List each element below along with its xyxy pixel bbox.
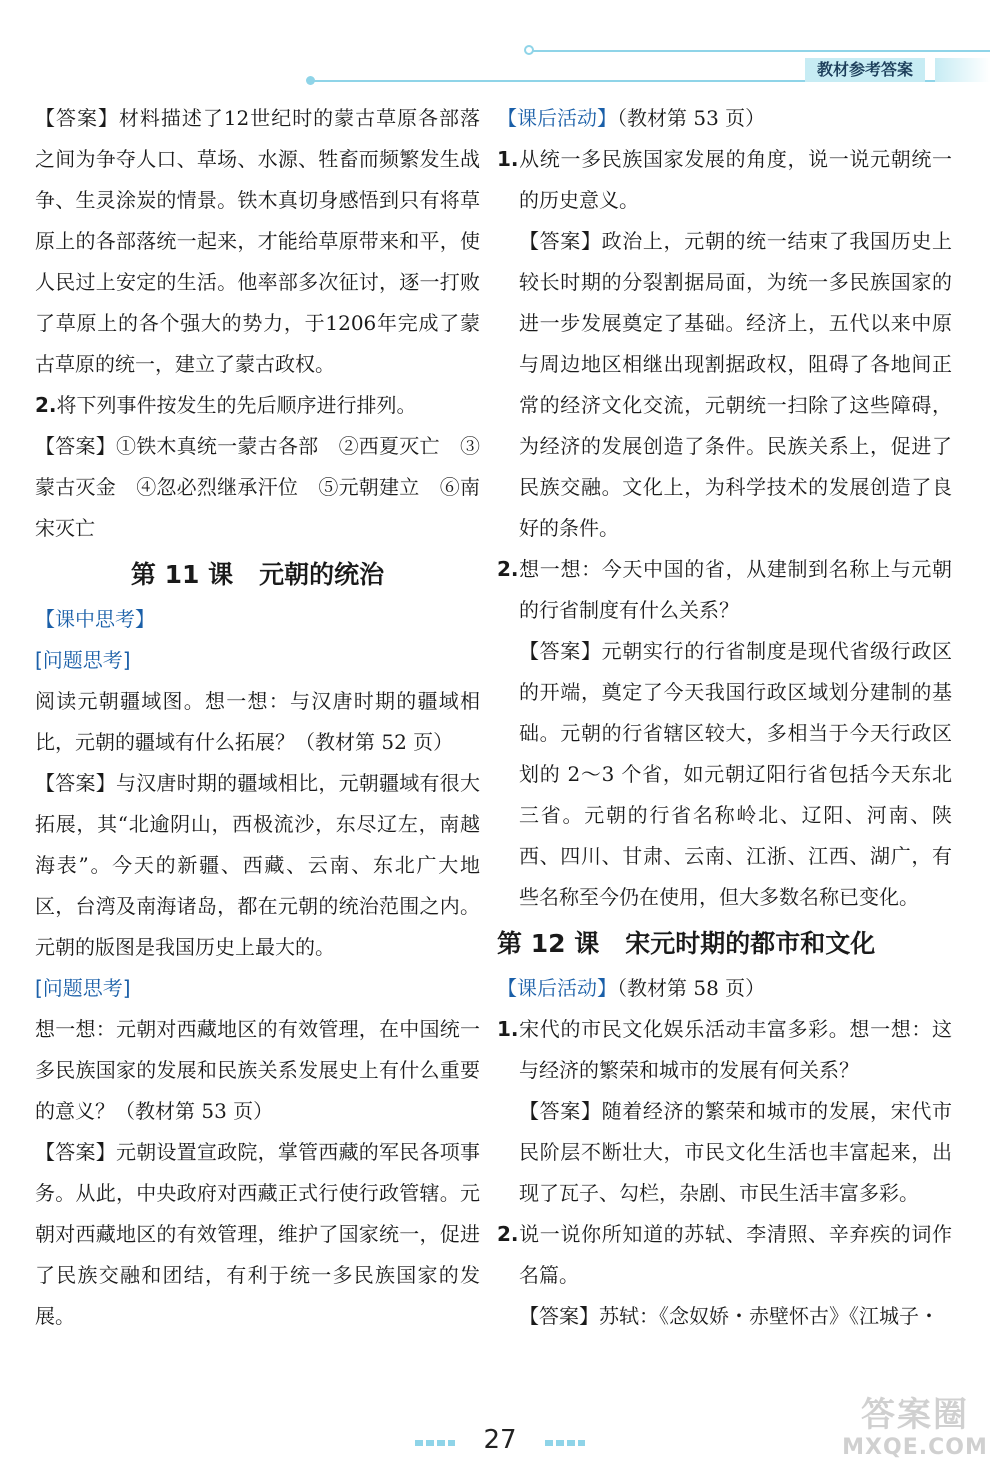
watermark: 答案圈 MXQE.COM	[842, 1395, 988, 1460]
right-column	[497, 98, 952, 1337]
left-column	[35, 98, 480, 1337]
lesson-11-title: 第 11 课 元朝的统治	[130, 560, 385, 589]
r2-question: 2.想一想：今天中国的省，从建制到名称上与元朝的行省制度有什么关系？	[497, 557, 952, 622]
answer-label: 【答案】	[35, 1140, 116, 1164]
header-rule-dot	[524, 45, 534, 55]
question-number: 2.	[35, 393, 57, 417]
answer-label: 【答案】	[519, 1099, 602, 1123]
problem-tag-2: [问题思考]	[35, 976, 131, 1000]
answer-label: 【答案】	[35, 434, 116, 458]
answer-label: 【答案】	[519, 229, 602, 253]
after-class-tag: 【课后活动】	[497, 976, 617, 1000]
s2-answer: 【答案】苏轼：《念奴娇・赤壁怀古》《江城子・	[519, 1304, 939, 1328]
p1-question: 阅读元朝疆域图。想一想：与汉唐时期的疆域相比，元朝的疆域有什么拓展？（教材第 52 页）	[35, 689, 480, 754]
r1-answer: 【答案】政治上，元朝的统一结束了我国历史上较长时期的分裂割据局面，为统一多民族国家的进一步发展奠定了基础。经济上，五代以来中原与周边地区相继出现割据政权，阻碍了各地间正常的经济文化交流，元朝统一扫除了这些障碍，为经济的发展创造了条件。民族关系上，促进了民族交融。文化上，为科学技术的发展创造了良好的条件。	[519, 229, 953, 540]
in-class-tag: 【课中思考】	[35, 607, 155, 631]
after-class-heading-2: 【课后活动】（教材第 58 页）	[497, 976, 766, 1000]
header-rule-end-dot	[306, 76, 315, 85]
q2-answer: 【答案】①铁木真统一蒙古各部 ②西夏灭亡 ③蒙古灭金 ④忽必烈继承汗位 ⑤元朝建立 ⑥南宋灭亡	[35, 434, 481, 540]
after-class-tag: 【课后活动】	[497, 106, 617, 130]
p2-question: 想一想：元朝对西藏地区的有效管理，在中国统一多民族国家的发展和民族关系发展史上有什么重要的意义？（教材第 53 页）	[35, 1017, 480, 1123]
r2-answer: 【答案】元朝实行的行省制度是现代省级行政区的开端，奠定了今天我国行政区域划分建制的基础。元朝的行省辖区较大，多相当于今天行政区划的 2～3 个省，如元朝辽阳行省包括今天东北三省。元朝的行省名称岭北、辽阳、河南、陕西、四川、甘肃、云南、江浙、江西、湖广，有些名称至今仍在使用，但大多数名称已变化。	[519, 639, 953, 909]
page-number: 27	[483, 1425, 517, 1455]
q1-answer: 【答案】材料描述了12世纪时的蒙古草原各部落之间为争夺人口、草场、水源、牲畜而频繁发生战争、生灵涂炭的情景。铁木真切身感悟到只有将草原上的各部落统一起来，才能给草原带来和平，使人民过上安定的生活。他率部多次征讨，逐一打败了草原上的各个强大的势力，于1206年完成了蒙古草原的统一，建立了蒙古政权。	[35, 106, 481, 376]
question-number: 2.	[497, 557, 519, 581]
section-tag: 教材参考答案	[805, 58, 925, 82]
s2-question: 2.说一说你所知道的苏轼、李清照、辛弃疾的词作名篇。	[497, 1222, 952, 1287]
answer-label: 【答案】	[35, 771, 116, 795]
problem-tag-1: [问题思考]	[35, 648, 131, 672]
r1-question: 1.从统一多民族国家发展的角度，说一说元朝统一的历史意义。	[497, 147, 952, 212]
header-tag-fade	[935, 58, 990, 82]
question-number: 1.	[497, 1017, 519, 1041]
question-number: 1.	[497, 147, 519, 171]
answer-label: 【答案】	[519, 639, 602, 663]
p1-answer: 【答案】与汉唐时期的疆域相比，元朝疆域有很大拓展，其“北逾阴山，西极流沙，东尽辽左，南越海表”。今天的新疆、西藏、云南、东北广大地区，台湾及南海诸岛，都在元朝的统治范围之内。元朝的版图是我国历史上最大的。	[35, 771, 481, 959]
s1-answer: 【答案】随着经济的繁荣和城市的发展，宋代市民阶层不断壮大，市民文化生活也丰富起来，出现了瓦子、勾栏，杂剧、市民生活丰富多彩。	[519, 1099, 953, 1205]
header-rule-top	[530, 50, 990, 52]
q2-question: 2.将下列事件按发生的先后顺序进行排列。	[35, 393, 417, 417]
answer-label: 【答案】	[519, 1304, 599, 1328]
lesson-12-title: 第 12 课 宋元时期的都市和文化	[497, 929, 876, 958]
s1-question: 1.宋代的市民文化娱乐活动丰富多彩。想一想：这与经济的繁荣和城市的发展有何关系？	[497, 1017, 952, 1082]
answer-label: 【答案】	[35, 106, 119, 130]
question-number: 2.	[497, 1222, 519, 1246]
after-class-heading-1: 【课后活动】（教材第 53 页）	[497, 106, 766, 130]
p2-answer: 【答案】元朝设置宣政院，掌管西藏的军民各项事务。从此，中央政府对西藏正式行使行政管辖。元朝对西藏地区的有效管理，维护了国家统一，促进了民族交融和团结，有利于统一多民族国家的发展。	[35, 1140, 481, 1328]
